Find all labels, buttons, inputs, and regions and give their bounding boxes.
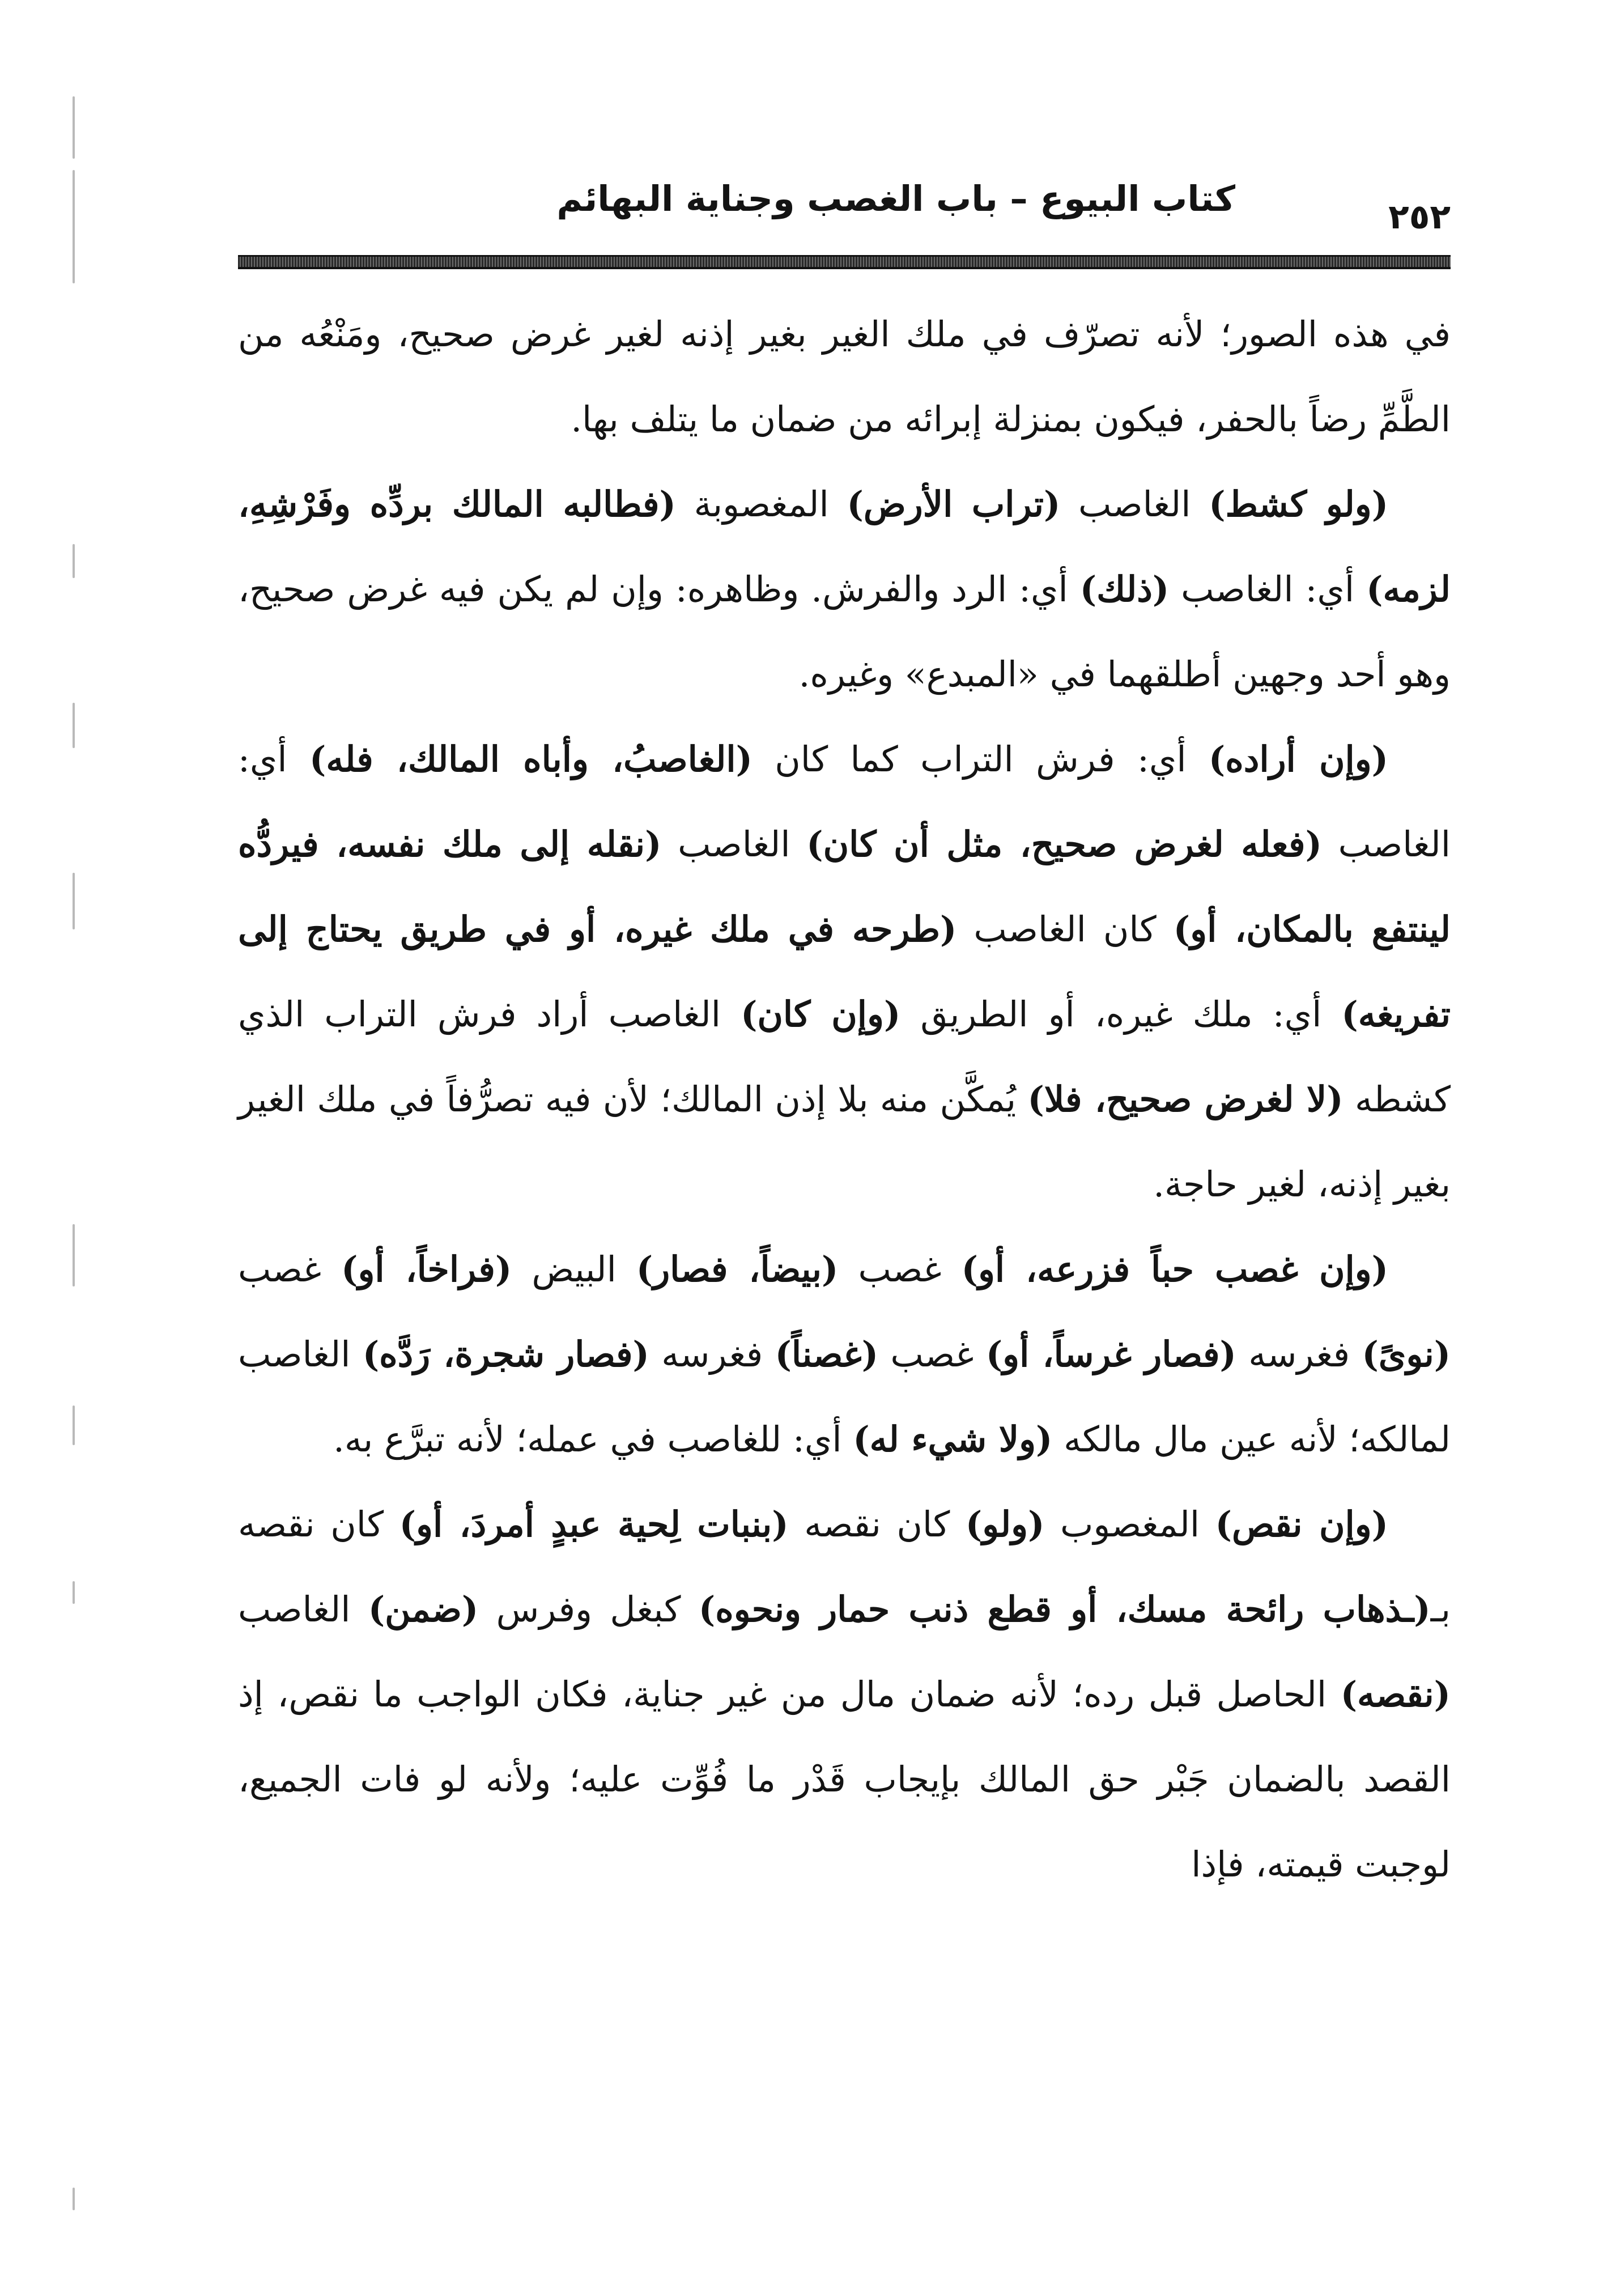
commentary-text: غصب [838, 1249, 962, 1290]
matn-text: (نوىً) [1362, 1334, 1451, 1375]
scan-edge-mark [73, 1224, 75, 1286]
matn-text: (فعله لغرض صحيح، مثل أن كان) [806, 823, 1322, 865]
matn-text: (فصار شجرة، رَدَّه) [362, 1334, 649, 1375]
scan-edge-mark [73, 170, 75, 283]
commentary-text: أي: الغاصب [1169, 568, 1367, 610]
scan-edge-mark [73, 544, 75, 578]
matn-text: (وإن كان) [741, 993, 901, 1035]
matn-text: (فراخاً، أو) [341, 1249, 512, 1290]
paragraph [238, 462, 1451, 717]
body-text [238, 292, 1451, 1907]
commentary-text: أي: الغاصب [238, 738, 1451, 865]
commentary-text: الحاصل قبل رده؛ لأنه ضمان مال من غير جناية، فكان الواجب ما نقص، إذ القصد بالضمان جَبْر حق المالك بإيجاب قَدْر ما فُوِّت عليه؛ ولأنه لو فات الجميع، لوجبت قيمته، فإذا [238, 1674, 1451, 1885]
paragraph [238, 1482, 1451, 1907]
matn-text: (الغاصبُ، وأباه المالك، فله) [309, 738, 753, 780]
commentary-text: كان نقصه [788, 1504, 966, 1545]
matn-text: (وإن نقص) [1215, 1504, 1389, 1545]
matn-text: (لا لغرض صحيح، فلا) [1027, 1078, 1344, 1120]
matn-text: (ولو كشط) [1209, 483, 1389, 525]
matn-text: (طرحه في ملك غيره، أو في طريق يحتاج إلى تفريغه) [238, 908, 1451, 1035]
commentary-text: الغاصب [661, 823, 807, 865]
commentary-text: الغاصب [1060, 483, 1209, 525]
commentary-text: أي: للغاصب في عمله؛ لأنه تبرَّع به. [333, 1419, 853, 1460]
commentary-text: يُمكَّن منه بلا إذن المالك؛ لأن فيه تصرُّفاً في ملك الغير بغير إذنه، لغير حاجة. [238, 1078, 1451, 1205]
commentary-text: أي: ملك غيره، أو الطريق [900, 993, 1342, 1035]
matn-text: (ولو) [965, 1504, 1045, 1545]
commentary-text: البيض [512, 1249, 636, 1290]
commentary-text: غصب [238, 1249, 342, 1290]
commentary-text: غصب [878, 1334, 986, 1375]
matn-text: (ذلك) [1079, 568, 1170, 610]
matn-text: (ضمن) [368, 1589, 479, 1630]
matn-text: (وإن غصب حباً فزرعه، أو) [961, 1249, 1389, 1290]
commentary-text: الغاصب أراد فرش التراب الذي كشطه [238, 993, 1451, 1120]
commentary-text: في هذه الصور؛ لأنه تصرّف في ملك الغير بغير إذنه لغير غرض صحيح، ومَنْعُه من الطَّمِّ رضاً بالحفر، فيكون بمنزلة إبرائه من ضمان ما يتلف بها. [238, 313, 1451, 440]
scan-edge-mark [73, 96, 75, 159]
matn-text: (وإن أراده) [1208, 738, 1388, 780]
commentary-text: أي: فرش التراب كما كان [752, 738, 1209, 780]
commentary-text: كان نقصه بـ [238, 1504, 1451, 1630]
matn-text: (بنبات لِحية عبدٍ أمردَ، أو) [399, 1504, 789, 1545]
paragraph [238, 717, 1451, 1227]
matn-text: (تراب الأرض) [847, 483, 1061, 525]
matn-text: (نقله إلى ملك نفسه، فيردُّه لينتفع بالمكان، أو) [238, 823, 1451, 950]
commentary-text: فغرسه [649, 1334, 775, 1375]
scan-edge-mark [73, 1405, 75, 1445]
matn-text: (نقصه) [1340, 1674, 1451, 1715]
page-header [238, 164, 1451, 255]
commentary-text: الغاصب لمالكه؛ لأنه عين مال مالكه [238, 1334, 1451, 1460]
matn-text: (ـذهاب رائحة مسك، أو قطع ذنب حمار ونحوه) [698, 1589, 1431, 1630]
commentary-text: فغرسه [1236, 1334, 1362, 1375]
scan-edge-mark [73, 1581, 75, 1604]
book-page [238, 164, 1451, 1907]
commentary-text: المغصوب [1044, 1504, 1215, 1545]
commentary-text: الغاصب [238, 1589, 368, 1630]
commentary-text: أي: الرد والفرش. وظاهره: وإن لم يكن فيه غرض صحيح، وهو أحد وجهين أطلقهما في «المبدع» وغيره. [238, 568, 1451, 695]
page-number: ٢٥٢ [1388, 197, 1451, 237]
scan-edge-mark [73, 873, 75, 929]
commentary-text: المغصوبة [675, 483, 847, 525]
matn-text: (بيضاً، فصار) [636, 1249, 839, 1290]
scan-edge-mark [73, 2188, 75, 2210]
paragraph [238, 1227, 1451, 1482]
matn-text: (فطالبه المالك بردِّه وفَرْشِهِ، لزمه) [238, 483, 1451, 610]
commentary-text: كبغل وفرس [478, 1589, 699, 1630]
matn-text: (فصار غرساً، أو) [985, 1334, 1236, 1375]
running-title: كتاب البيوع – باب الغصب وجناية البهائم [556, 178, 1235, 219]
matn-text: (غصناً) [775, 1334, 879, 1375]
paragraph [238, 292, 1451, 462]
header-rule [238, 255, 1451, 269]
scan-edge-mark [73, 703, 75, 748]
commentary-text: كان الغاصب [956, 908, 1174, 950]
matn-text: (ولا شيء له) [853, 1419, 1053, 1460]
